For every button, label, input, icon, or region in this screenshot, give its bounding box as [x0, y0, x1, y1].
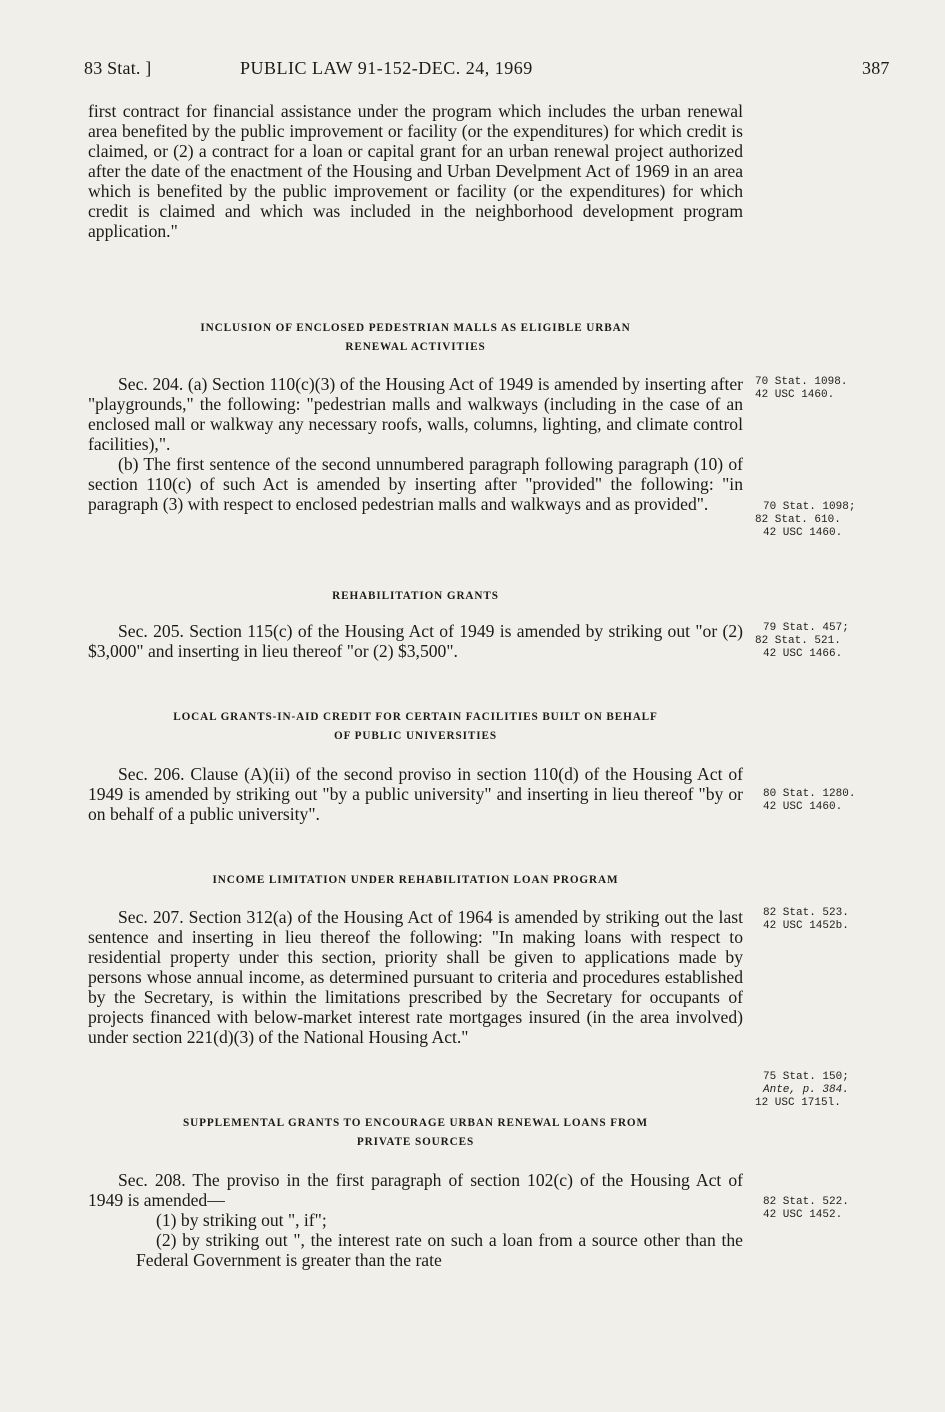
note-line: 75 Stat. 150; [763, 1071, 849, 1083]
section-heading: SUPPLEMENTAL GRANTS TO ENCOURAGE URBAN RENEWAL LOANS FROM [183, 1117, 648, 1129]
margin-note-sec208 [755, 1196, 925, 1222]
section-heading: INCOME LIMITATION UNDER REHABILITATION LOAN PROGRAM [212, 874, 619, 886]
sec208-block [88, 1170, 743, 1270]
margin-note-sec207 [755, 907, 925, 933]
volume-reference: 83 Stat. ] [84, 58, 152, 78]
note-line: 82 Stat. 521. [755, 635, 841, 647]
margin-note-sec206 [755, 788, 925, 814]
margin-note-sec205 [755, 622, 925, 661]
note-line: 79 Stat. 457; [763, 622, 849, 634]
margin-note-sec204a [755, 376, 925, 402]
margin-note-sec207-nha [755, 1071, 925, 1110]
note-line: 42 USC 1452. [763, 1209, 843, 1221]
section-heading: INCLUSION OF ENCLOSED PEDESTRIAN MALLS AS ELIGIBLE URBAN [200, 322, 631, 334]
note-line: 42 USC 1452b. [763, 920, 849, 932]
sec205-heading [88, 587, 743, 606]
section-heading: LOCAL GRANTS-IN-AID CREDIT FOR CERTAIN FACILITIES BUILT ON BEHALF [173, 711, 658, 723]
sec205-block [88, 621, 743, 661]
sec206-paragraph: Sec. 206. Clause (A)(ii) of the second proviso in section 110(d) of the Housing Act of 1949 is amended by striking out "by a public university" and inserting in lieu thereof "by or on behalf of a public university". [88, 764, 743, 824]
note-line: 70 Stat. 1098; [763, 501, 856, 513]
sec208-item-2: (2) by striking out ", the interest rate on such a loan from a source other than the Federal Government is greater than the rate [136, 1230, 743, 1270]
section-heading: PRIVATE SOURCES [356, 1136, 475, 1148]
note-line: 82 Stat. 522. [763, 1196, 849, 1208]
sec204-block [88, 374, 743, 514]
margin-note-sec204b [755, 501, 925, 540]
sec208-item-1: (1) by striking out ", if"; [156, 1210, 327, 1230]
section-heading: RENEWAL ACTIVITIES [345, 341, 486, 353]
note-line: 12 USC 1715l. [755, 1097, 841, 1109]
sec204-heading [88, 319, 743, 357]
running-header: PUBLIC LAW 91-152-DEC. 24, 1969 [240, 58, 533, 78]
note-line: 82 Stat. 610. [755, 514, 841, 526]
sec207-heading [88, 871, 743, 890]
sec206-heading [88, 708, 743, 746]
note-line: 70 Stat. 1098. [755, 376, 848, 388]
sec204-paragraph-b: (b) The first sentence of the second unnumbered paragraph following paragraph (10) of section 110(c) of such Act is amended by inserting after "provided" the following: "in paragraph (3) with respect to enclosed pedestrian malls and walkways and as provided". [88, 454, 743, 514]
section-heading: OF PUBLIC UNIVERSITIES [334, 730, 497, 742]
note-line: Ante, p. 384. [763, 1084, 849, 1096]
page-number: 387 [862, 58, 890, 78]
continuation-paragraph: first contract for financial assistance under the program which includes the urban renewal area benefited by the public improvement or facility (or the expenditures) for which credit is claimed, or (2) a contract for a loan or capital grant for an urban renewal project authorized after the date of the enactment of the Housing and Urban Develpment Act of 1969 in an area which is benefited by the public improvement or facility (or the expenditures) for which credit is claimed and which was included in the neighborhood development program application." [88, 101, 743, 241]
section-heading: REHABILITATION GRANTS [332, 590, 499, 602]
sec205-paragraph: Sec. 205. Section 115(c) of the Housing Act of 1949 is amended by striking out "or (2) $3,000" and inserting in lieu thereof "or (2) $3,500". [88, 621, 743, 661]
sec207-block [88, 907, 743, 1047]
note-line: 42 USC 1460. [755, 389, 835, 401]
note-line: 42 USC 1466. [763, 648, 843, 660]
sec208-heading [88, 1114, 743, 1152]
sec206-block [88, 764, 743, 824]
note-line: 42 USC 1460. [763, 801, 843, 813]
note-line: 42 USC 1460. [763, 527, 843, 539]
continuation-block [88, 101, 743, 241]
sec208-paragraph: Sec. 208. The proviso in the first paragraph of section 102(c) of the Housing Act of 1949 is amended— [88, 1170, 743, 1210]
sec204-paragraph-a: Sec. 204. (a) Section 110(c)(3) of the Housing Act of 1949 is amended by inserting after "playgrounds," the following: "pedestrian malls and walkways (including in the case of an enclosed mall or walkway any necessary roofs, walls, columns, lighting, and climate control facilities),". [88, 374, 743, 454]
sec207-paragraph: Sec. 207. Section 312(a) of the Housing Act of 1964 is amended by striking out the last sentence and inserting in lieu thereof the following: "In making loans with respect to residential property under this section, priority shall be given to applications made by persons whose annual income, as determined pursuant to criteria and procedures established by the Secretary, is within the limitations prescribed by the Secretary for occupants of projects financed with below-market interest rate mortgages insured (in the area involved) under section 221(d)(3) of the National Housing Act." [88, 907, 743, 1047]
note-line: 80 Stat. 1280. [763, 788, 856, 800]
note-line: 82 Stat. 523. [763, 907, 849, 919]
